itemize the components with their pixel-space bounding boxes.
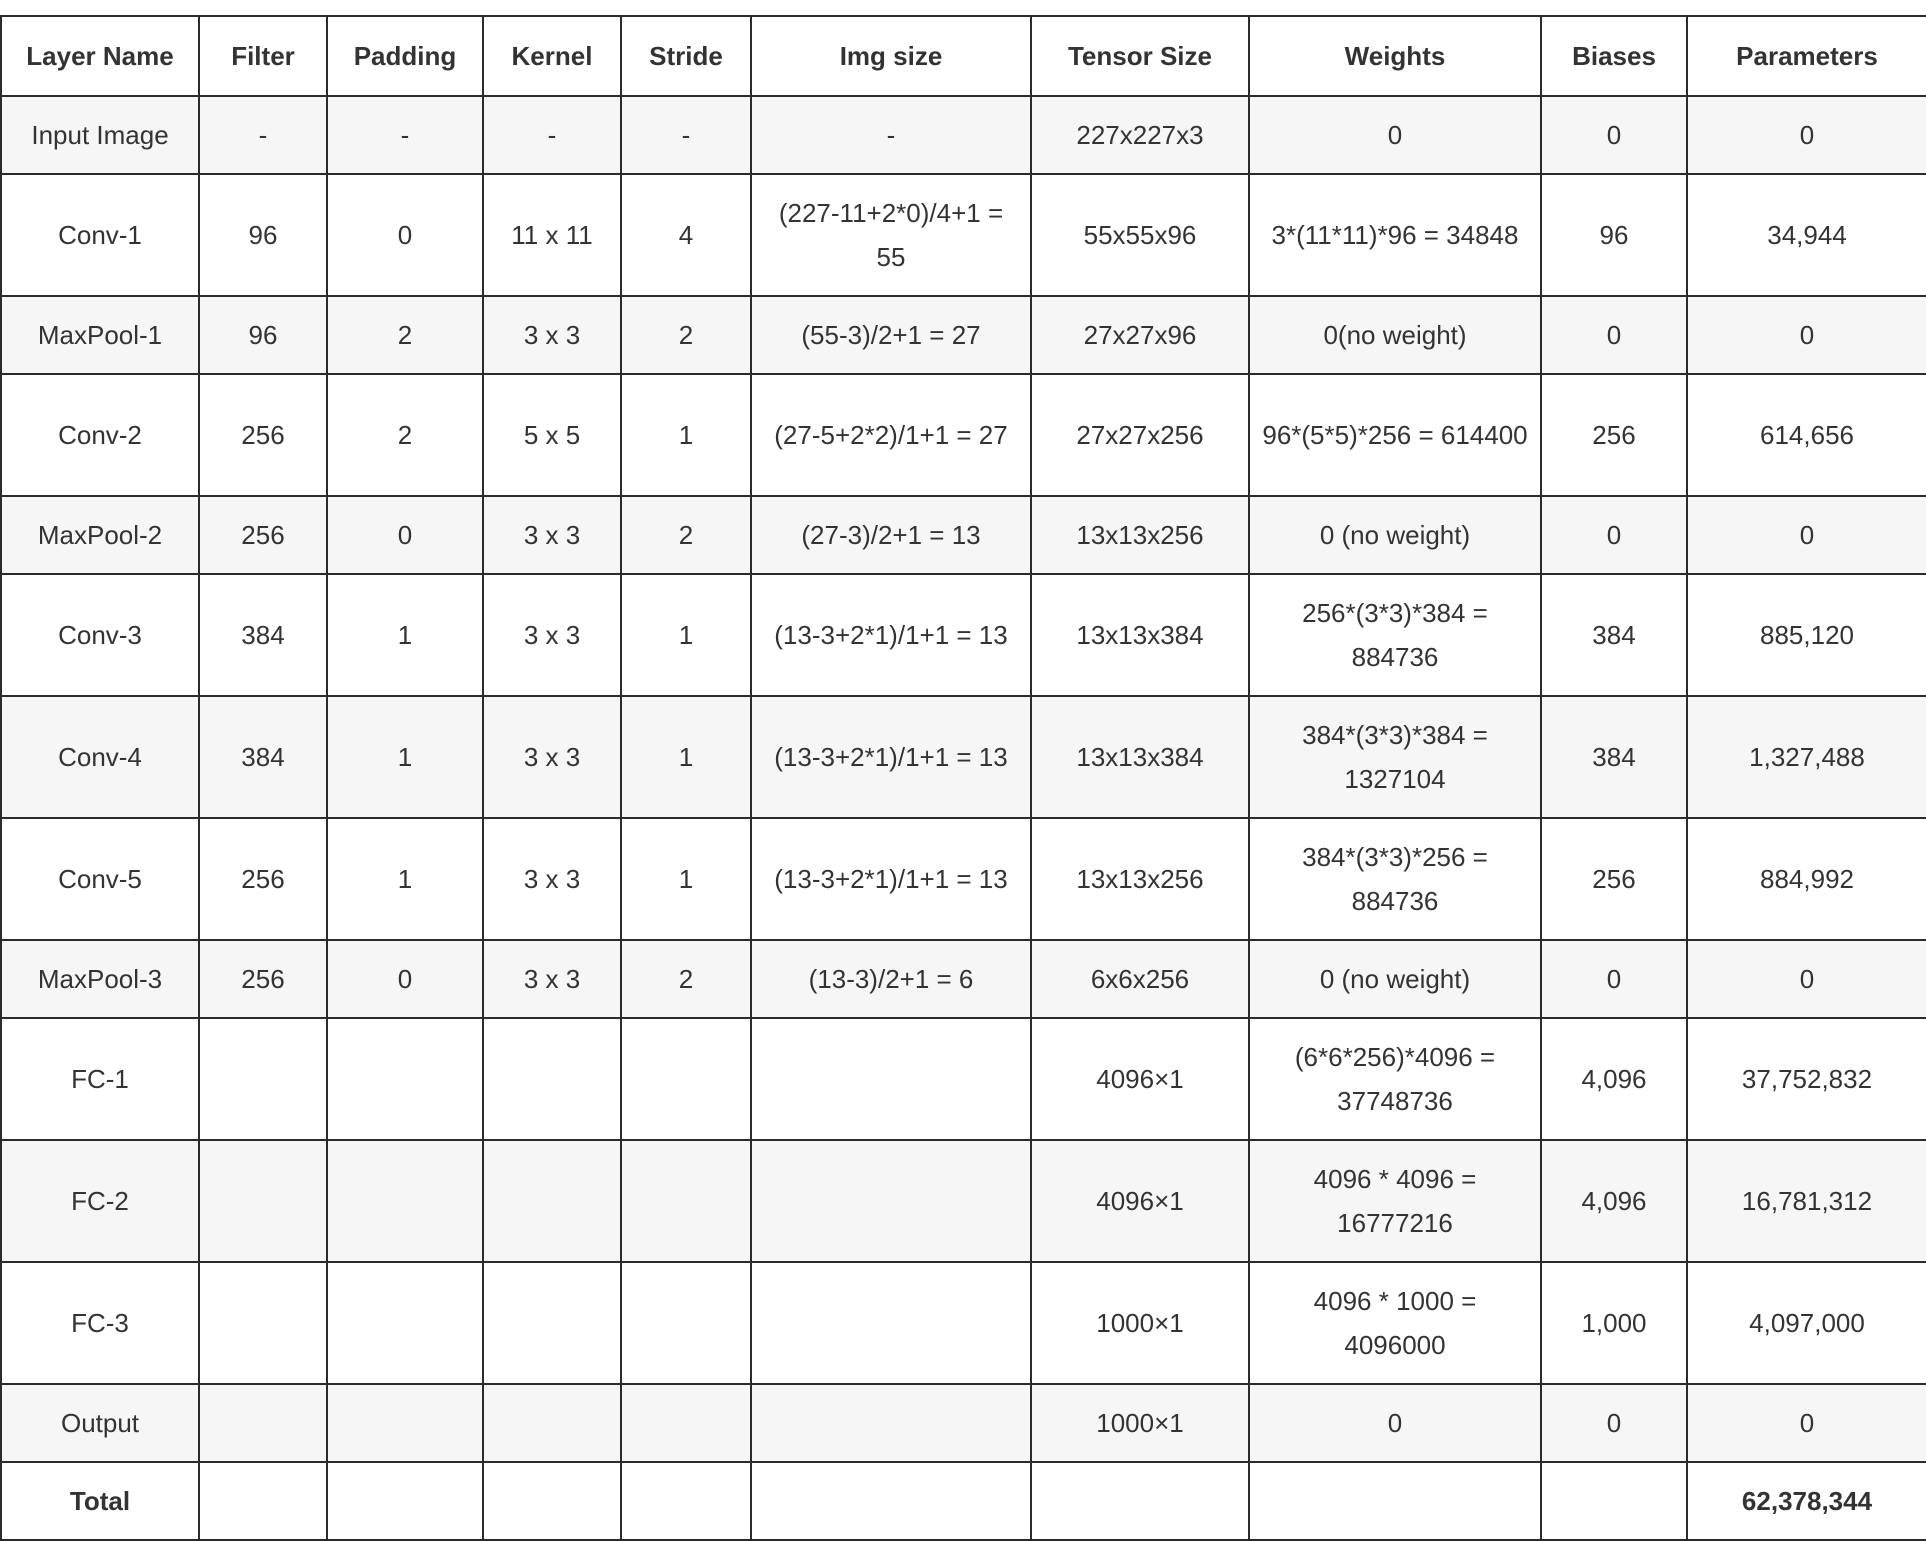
cell-parameters: 0 xyxy=(1687,1384,1926,1462)
cell-img-size: (27-3)/2+1 = 13 xyxy=(751,496,1031,574)
cell-padding: 2 xyxy=(327,374,483,496)
table-row xyxy=(1,1018,1926,1140)
cell-weights: 0 xyxy=(1249,96,1541,174)
alexnet-parameters-table xyxy=(0,15,1926,1541)
table-row xyxy=(1,1262,1926,1384)
cell-weights xyxy=(1249,1462,1541,1540)
cell-kernel: - xyxy=(483,96,621,174)
cell-kernel xyxy=(483,1384,621,1462)
header-img-size: Img size xyxy=(751,16,1031,96)
cell-parameters: 614,656 xyxy=(1687,374,1926,496)
cell-biases: 4,096 xyxy=(1541,1140,1687,1262)
cell-filter: 256 xyxy=(199,496,327,574)
cell-stride xyxy=(621,1462,751,1540)
cell-biases: 1,000 xyxy=(1541,1262,1687,1384)
header-row xyxy=(1,16,1926,96)
header-kernel: Kernel xyxy=(483,16,621,96)
cell-img-size xyxy=(751,1018,1031,1140)
cell-stride: 1 xyxy=(621,374,751,496)
cell-filter xyxy=(199,1384,327,1462)
cell-padding: 0 xyxy=(327,496,483,574)
cell-layer-name: Input Image xyxy=(1,96,199,174)
cell-weights: 0 (no weight) xyxy=(1249,940,1541,1018)
header-weights: Weights xyxy=(1249,16,1541,96)
cell-layer-name: MaxPool-2 xyxy=(1,496,199,574)
cell-img-size: (55-3)/2+1 = 27 xyxy=(751,296,1031,374)
cell-parameters: 16,781,312 xyxy=(1687,1140,1926,1262)
cell-tensor-size: 55x55x96 xyxy=(1031,174,1249,296)
cell-filter xyxy=(199,1462,327,1540)
table-row xyxy=(1,296,1926,374)
cell-padding xyxy=(327,1384,483,1462)
cell-padding xyxy=(327,1140,483,1262)
cell-parameters: 37,752,832 xyxy=(1687,1018,1926,1140)
cell-parameters: 0 xyxy=(1687,496,1926,574)
cell-layer-name: FC-2 xyxy=(1,1140,199,1262)
cell-stride xyxy=(621,1262,751,1384)
cell-layer-name: Output xyxy=(1,1384,199,1462)
header-parameters: Parameters xyxy=(1687,16,1926,96)
cell-padding: 2 xyxy=(327,296,483,374)
table-row xyxy=(1,174,1926,296)
cell-stride: 2 xyxy=(621,940,751,1018)
cell-tensor-size: 13x13x256 xyxy=(1031,496,1249,574)
cell-kernel: 3 x 3 xyxy=(483,496,621,574)
cell-padding: 1 xyxy=(327,574,483,696)
cell-img-size xyxy=(751,1462,1031,1540)
cell-filter xyxy=(199,1140,327,1262)
cell-biases: 256 xyxy=(1541,374,1687,496)
total-row xyxy=(1,1462,1926,1540)
cell-padding: 1 xyxy=(327,818,483,940)
cell-filter: 384 xyxy=(199,574,327,696)
cell-parameters: 34,944 xyxy=(1687,174,1926,296)
cell-img-size: (13-3+2*1)/1+1 = 13 xyxy=(751,574,1031,696)
cell-tensor-size: 227x227x3 xyxy=(1031,96,1249,174)
cell-stride: 1 xyxy=(621,696,751,818)
cell-biases: 384 xyxy=(1541,696,1687,818)
cell-layer-name: Conv-2 xyxy=(1,374,199,496)
cell-stride: 4 xyxy=(621,174,751,296)
cell-biases: 96 xyxy=(1541,174,1687,296)
cell-kernel: 3 x 3 xyxy=(483,574,621,696)
cell-weights: 0 (no weight) xyxy=(1249,496,1541,574)
cell-kernel: 3 x 3 xyxy=(483,940,621,1018)
cell-img-size xyxy=(751,1384,1031,1462)
cell-filter: 256 xyxy=(199,374,327,496)
cell-filter: 96 xyxy=(199,174,327,296)
cell-filter xyxy=(199,1262,327,1384)
cell-weights: 3*(11*11)*96 = 34848 xyxy=(1249,174,1541,296)
cell-weights: 0(no weight) xyxy=(1249,296,1541,374)
cell-img-size: (13-3+2*1)/1+1 = 13 xyxy=(751,696,1031,818)
cell-tensor-size xyxy=(1031,1462,1249,1540)
cell-img-size: (227-11+2*0)/4+1 = 55 xyxy=(751,174,1031,296)
table-row xyxy=(1,1140,1926,1262)
cell-stride: 1 xyxy=(621,818,751,940)
table-row xyxy=(1,96,1926,174)
cell-layer-name: FC-1 xyxy=(1,1018,199,1140)
cell-padding xyxy=(327,1462,483,1540)
cell-img-size: (13-3+2*1)/1+1 = 13 xyxy=(751,818,1031,940)
table-row xyxy=(1,696,1926,818)
cell-filter xyxy=(199,1018,327,1140)
cell-parameters: 4,097,000 xyxy=(1687,1262,1926,1384)
cell-img-size xyxy=(751,1262,1031,1384)
cell-img-size: - xyxy=(751,96,1031,174)
cell-filter: 96 xyxy=(199,296,327,374)
cell-kernel xyxy=(483,1018,621,1140)
cell-layer-name: MaxPool-1 xyxy=(1,296,199,374)
cell-layer-name: Conv-5 xyxy=(1,818,199,940)
cell-biases: 0 xyxy=(1541,296,1687,374)
table-container xyxy=(0,15,1926,1541)
cell-tensor-size: 1000×1 xyxy=(1031,1384,1249,1462)
cell-parameters-total: 62,378,344 xyxy=(1687,1462,1926,1540)
cell-padding: 0 xyxy=(327,174,483,296)
cell-tensor-size: 13x13x384 xyxy=(1031,696,1249,818)
cell-tensor-size: 27x27x96 xyxy=(1031,296,1249,374)
table-row xyxy=(1,496,1926,574)
cell-stride: 1 xyxy=(621,574,751,696)
cell-padding: - xyxy=(327,96,483,174)
cell-kernel xyxy=(483,1140,621,1262)
cell-parameters: 0 xyxy=(1687,296,1926,374)
cell-parameters: 885,120 xyxy=(1687,574,1926,696)
cell-tensor-size: 13x13x256 xyxy=(1031,818,1249,940)
cell-weights: 0 xyxy=(1249,1384,1541,1462)
cell-parameters: 884,992 xyxy=(1687,818,1926,940)
cell-kernel: 3 x 3 xyxy=(483,818,621,940)
cell-img-size: (27-5+2*2)/1+1 = 27 xyxy=(751,374,1031,496)
cell-stride xyxy=(621,1140,751,1262)
cell-biases: 256 xyxy=(1541,818,1687,940)
cell-biases: 0 xyxy=(1541,940,1687,1018)
cell-filter: 256 xyxy=(199,818,327,940)
header-filter: Filter xyxy=(199,16,327,96)
cell-tensor-size: 1000×1 xyxy=(1031,1262,1249,1384)
header-layer-name: Layer Name xyxy=(1,16,199,96)
table-row xyxy=(1,374,1926,496)
cell-weights: 4096 * 4096 = 16777216 xyxy=(1249,1140,1541,1262)
cell-kernel: 3 x 3 xyxy=(483,696,621,818)
cell-parameters: 1,327,488 xyxy=(1687,696,1926,818)
cell-tensor-size: 13x13x384 xyxy=(1031,574,1249,696)
cell-weights: 384*(3*3)*384 = 1327104 xyxy=(1249,696,1541,818)
cell-layer-name: Total xyxy=(1,1462,199,1540)
cell-weights: 256*(3*3)*384 = 884736 xyxy=(1249,574,1541,696)
cell-layer-name: Conv-1 xyxy=(1,174,199,296)
cell-layer-name: FC-3 xyxy=(1,1262,199,1384)
header-biases: Biases xyxy=(1541,16,1687,96)
cell-stride: 2 xyxy=(621,496,751,574)
cell-filter: 384 xyxy=(199,696,327,818)
cell-kernel: 11 x 11 xyxy=(483,174,621,296)
table-row xyxy=(1,1384,1926,1462)
table-row xyxy=(1,818,1926,940)
cell-layer-name: MaxPool-3 xyxy=(1,940,199,1018)
cell-img-size: (13-3)/2+1 = 6 xyxy=(751,940,1031,1018)
cell-padding: 1 xyxy=(327,696,483,818)
table-row xyxy=(1,574,1926,696)
cell-layer-name: Conv-4 xyxy=(1,696,199,818)
cell-kernel: 5 x 5 xyxy=(483,374,621,496)
cell-kernel xyxy=(483,1462,621,1540)
cell-tensor-size: 4096×1 xyxy=(1031,1140,1249,1262)
cell-tensor-size: 27x27x256 xyxy=(1031,374,1249,496)
header-stride: Stride xyxy=(621,16,751,96)
cell-stride: 2 xyxy=(621,296,751,374)
cell-weights: 96*(5*5)*256 = 614400 xyxy=(1249,374,1541,496)
cell-biases: 0 xyxy=(1541,1384,1687,1462)
cell-biases: 0 xyxy=(1541,496,1687,574)
table-row xyxy=(1,940,1926,1018)
header-tensor-size: Tensor Size xyxy=(1031,16,1249,96)
cell-biases: 0 xyxy=(1541,96,1687,174)
cell-weights: 4096 * 1000 = 4096000 xyxy=(1249,1262,1541,1384)
cell-layer-name: Conv-3 xyxy=(1,574,199,696)
cell-tensor-size: 4096×1 xyxy=(1031,1018,1249,1140)
cell-biases xyxy=(1541,1462,1687,1540)
cell-parameters: 0 xyxy=(1687,96,1926,174)
cell-kernel xyxy=(483,1262,621,1384)
cell-biases: 384 xyxy=(1541,574,1687,696)
cell-padding xyxy=(327,1018,483,1140)
cell-weights: (6*6*256)*4096 = 37748736 xyxy=(1249,1018,1541,1140)
cell-padding xyxy=(327,1262,483,1384)
cell-kernel: 3 x 3 xyxy=(483,296,621,374)
cell-filter: - xyxy=(199,96,327,174)
cell-filter: 256 xyxy=(199,940,327,1018)
cell-img-size xyxy=(751,1140,1031,1262)
cell-weights: 384*(3*3)*256 = 884736 xyxy=(1249,818,1541,940)
cell-stride xyxy=(621,1384,751,1462)
cell-tensor-size: 6x6x256 xyxy=(1031,940,1249,1018)
cell-stride xyxy=(621,1018,751,1140)
header-padding: Padding xyxy=(327,16,483,96)
cell-stride: - xyxy=(621,96,751,174)
cell-biases: 4,096 xyxy=(1541,1018,1687,1140)
cell-padding: 0 xyxy=(327,940,483,1018)
cell-parameters: 0 xyxy=(1687,940,1926,1018)
